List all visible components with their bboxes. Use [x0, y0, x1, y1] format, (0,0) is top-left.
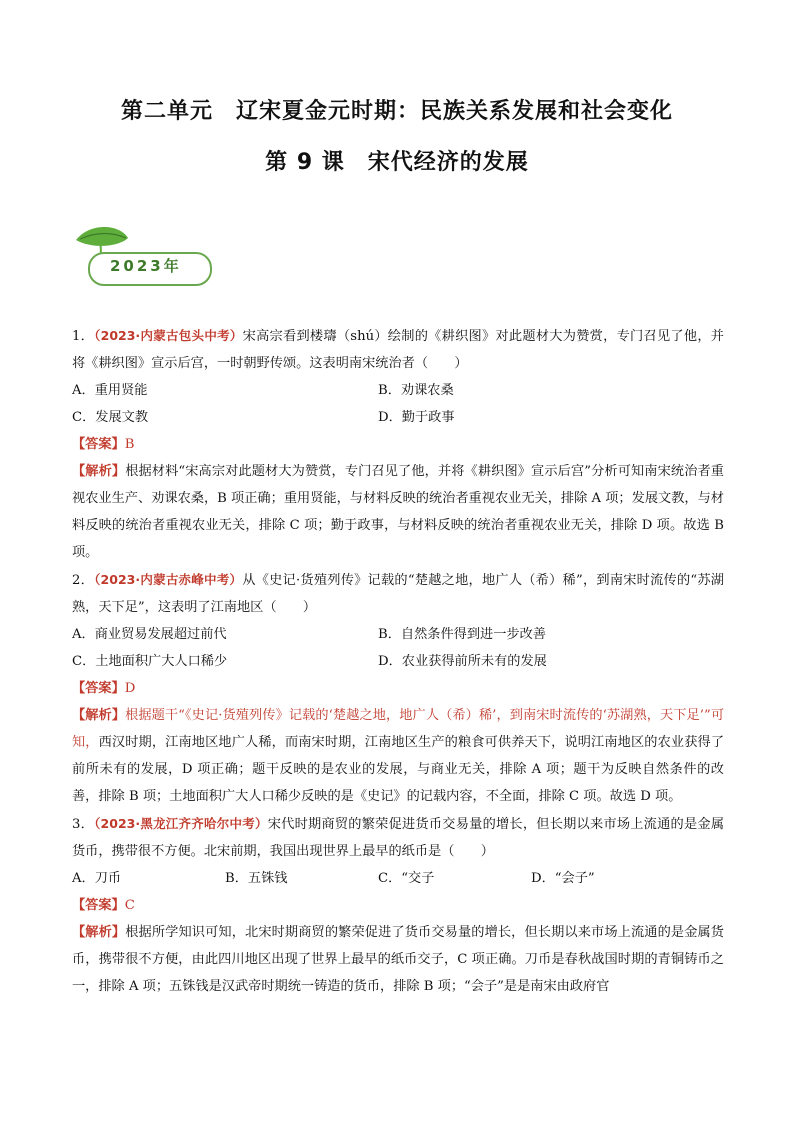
unit-title: 第二单元 辽宋夏金元时期：民族关系发展和社会变化 — [120, 99, 673, 124]
question-source: （2023·内蒙古赤峰中考） — [94, 572, 243, 587]
question-text: 宋高宗看到楼璹（shú）绘制的《耕织图》对此题材大为赞赏，专门召见了他，并将《耕织图》宣示后宫，一时朝野传颂。这表明南宋统治者（ ） — [72, 329, 724, 371]
question-list — [72, 322, 724, 1000]
question-stem — [72, 810, 724, 865]
year-badge — [70, 222, 210, 292]
question-source: （2023·内蒙古包头中考） — [94, 328, 243, 343]
analysis-text: 根据所学知识可知，北宋时期商贸的繁荣促进了货币交易量的增长，但长期以来市场上流通的是金属货币，携带很不方便，由此四川地区出现了世界上最早的纸币交子，C 项正确。刀币是春秋战国时期的青铜铸币之一，排除 A 项；五铢钱是汉武帝时期统一铸造的货币，排除 B 项；“会子”是是南宋由政府官 — [72, 925, 724, 994]
option-d: D．农业获得前所未有的发展 — [378, 654, 547, 669]
answer-value: B — [124, 437, 135, 452]
question-source: （2023·黑龙江齐齐哈尔中考） — [94, 816, 268, 831]
question-text: 从《史记·货殖列传》记载的“楚越之地，地广人（希）稀”，到南宋时流传的“苏湖熟，天下足”，这表明了江南地区（ ） — [72, 573, 724, 615]
option-c: C．“交子 — [378, 871, 435, 886]
year-badge-label: 2023年 — [110, 257, 182, 275]
analysis — [72, 458, 724, 566]
question-number: 1． — [72, 329, 95, 344]
option-b: B．五铢钱 — [225, 871, 288, 886]
analysis-label: 【解析】 — [72, 464, 126, 479]
option-d: D．“会子” — [531, 871, 595, 886]
question-number: 3． — [72, 817, 95, 832]
option-b: B．劝课农桑 — [378, 383, 454, 398]
analysis — [72, 919, 724, 1000]
options — [72, 377, 724, 431]
answer-value: D — [124, 681, 136, 696]
question-2 — [72, 566, 724, 810]
option-a: A．重用贤能 — [72, 383, 148, 398]
analysis-quote: 根据题干“《史记·货殖列传》记载的‘楚越之地，地广人（希）稀’，到南宋时流传的‘苏湖熟，天下足’”可知， — [72, 708, 725, 750]
option-b: B．自然条件得到进一步改善 — [378, 627, 546, 642]
answer — [72, 892, 724, 919]
answer-label: 【答案】 — [72, 437, 125, 452]
question-stem — [72, 322, 724, 377]
analysis-text: 西汉时期，江南地区地广人稀，而南宋时期，江南地区生产的粮食可供养天下，说明江南地区的农业获得了前所未有的发展，D 项正确；题干反映的是农业的发展，与商业无关，排除 A 项；题干为反映自然条件的改善，排除 B 项；土地面积广大人口稀少反映的是《史记》的记载内容，不全面，排除 C 项。故选 D 项。 — [72, 735, 725, 804]
option-d: D．勤于政事 — [378, 410, 455, 425]
answer — [72, 431, 724, 458]
question-number: 2． — [72, 573, 95, 588]
options — [72, 865, 724, 892]
option-c: C．发展文教 — [72, 410, 149, 425]
question-3 — [72, 810, 724, 1000]
analysis — [72, 702, 724, 810]
question-1 — [72, 322, 724, 566]
analysis-label: 【解析】 — [72, 925, 126, 940]
analysis-label: 【解析】 — [72, 708, 126, 723]
question-stem — [72, 566, 724, 621]
option-a: A．刀币 — [72, 871, 122, 886]
options — [72, 621, 724, 675]
answer — [72, 675, 724, 702]
question-text: 宋代时期商贸的繁荣促进货币交易量的增长，但长期以来市场上流通的是金属货币，携带很不方便。北宋前期，我国出现世界上最早的纸币是（ ） — [72, 817, 725, 859]
answer-value: C — [124, 898, 135, 913]
option-c: C．土地面积广大人口稀少 — [72, 654, 228, 669]
answer-label: 【答案】 — [72, 898, 125, 913]
answer-label: 【答案】 — [72, 681, 125, 696]
option-a: A．商业贸易发展超过前代 — [72, 627, 227, 642]
analysis-text: 根据材料“宋高宗对此题材大为赞赏，专门召见了他，并将《耕织图》宣示后宫”分析可知南宋统治者重视农业生产、劝课农桑，B 项正确；重用贤能，与材料反映的统治者重视农业无关，排除 A 项；发展文教，与材料反映的统治者重视农业无关，排除 C 项；勤于政事，与材料反映的统治者重视农业无关，排除 D 项。故选 B 项。 — [72, 464, 724, 560]
lesson-title: 第 9 课 宋代经济的发展 — [265, 150, 529, 175]
